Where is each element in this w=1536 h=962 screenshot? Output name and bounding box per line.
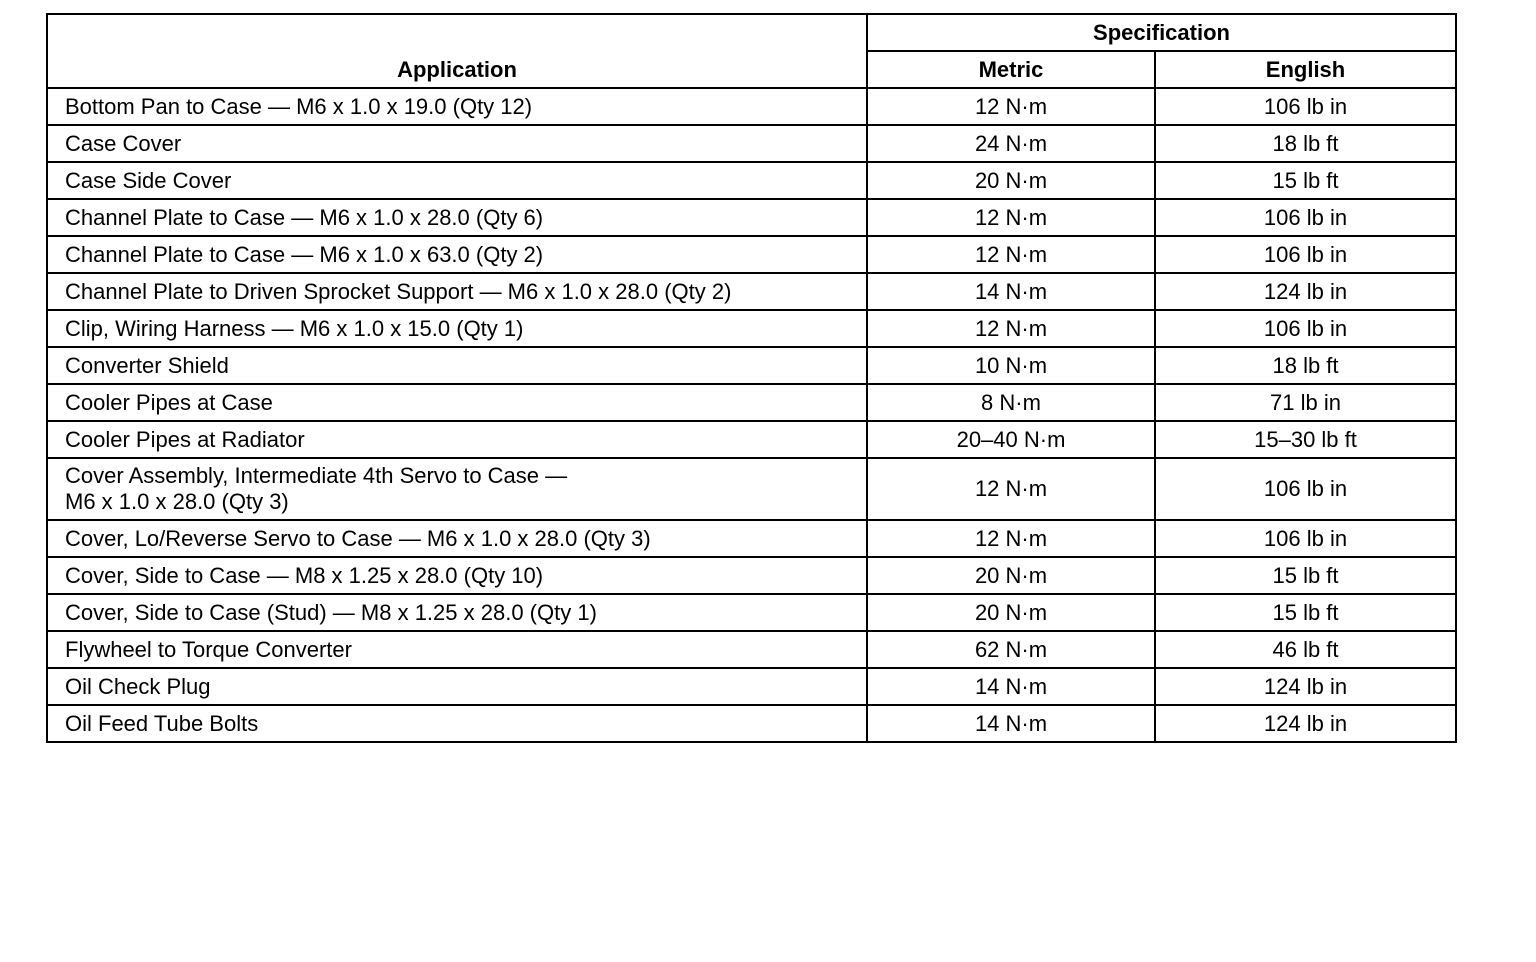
application-cell: Clip, Wiring Harness — M6 x 1.0 x 15.0 (Qty 1) [47, 310, 867, 347]
specification-group-header: Specification [867, 14, 1456, 51]
application-cell: Channel Plate to Driven Sprocket Support — M6 x 1.0 x 28.0 (Qty 2) [47, 273, 867, 310]
english-cell: 106 lb in [1155, 199, 1456, 236]
english-cell: 46 lb ft [1155, 631, 1456, 668]
application-cell: Converter Shield [47, 347, 867, 384]
english-cell: 106 lb in [1155, 88, 1456, 125]
metric-cell: 20–40 N·m [867, 421, 1155, 458]
english-cell: 15 lb ft [1155, 557, 1456, 594]
torque-spec-table [46, 13, 1457, 743]
metric-cell: 20 N·m [867, 557, 1155, 594]
application-cell: Oil Feed Tube Bolts [47, 705, 867, 742]
application-cell: Case Cover [47, 125, 867, 162]
table-row [47, 458, 1456, 520]
table-row [47, 88, 1456, 125]
english-cell: 18 lb ft [1155, 125, 1456, 162]
english-cell: 106 lb in [1155, 458, 1456, 520]
english-cell: 15–30 lb ft [1155, 421, 1456, 458]
metric-cell: 12 N·m [867, 199, 1155, 236]
application-cell: Bottom Pan to Case — M6 x 1.0 x 19.0 (Qty 12) [47, 88, 867, 125]
metric-cell: 10 N·m [867, 347, 1155, 384]
application-cell: Flywheel to Torque Converter [47, 631, 867, 668]
metric-cell: 12 N·m [867, 458, 1155, 520]
application-cell: Case Side Cover [47, 162, 867, 199]
application-line: Cover Assembly, Intermediate 4th Servo to Case — [65, 463, 568, 488]
table-row [47, 310, 1456, 347]
application-cell: Cover, Side to Case (Stud) — M8 x 1.25 x 28.0 (Qty 1) [47, 594, 867, 631]
table-row [47, 557, 1456, 594]
english-cell: 124 lb in [1155, 668, 1456, 705]
metric-cell: 24 N·m [867, 125, 1155, 162]
table-row [47, 594, 1456, 631]
application-cell: Cooler Pipes at Case [47, 384, 867, 421]
application-cell: Channel Plate to Case — M6 x 1.0 x 63.0 (Qty 2) [47, 236, 867, 273]
application-cell: Channel Plate to Case — M6 x 1.0 x 28.0 (Qty 6) [47, 199, 867, 236]
table-row [47, 520, 1456, 557]
application-cell: Cover, Lo/Reverse Servo to Case — M6 x 1.0 x 28.0 (Qty 3) [47, 520, 867, 557]
metric-cell: 62 N·m [867, 631, 1155, 668]
english-cell: 106 lb in [1155, 236, 1456, 273]
metric-column-header: Metric [867, 51, 1155, 88]
english-cell: 15 lb ft [1155, 162, 1456, 199]
english-cell: 15 lb ft [1155, 594, 1456, 631]
metric-cell: 20 N·m [867, 594, 1155, 631]
english-cell: 124 lb in [1155, 705, 1456, 742]
application-column-header: Application [47, 14, 867, 88]
metric-cell: 12 N·m [867, 236, 1155, 273]
table-row [47, 705, 1456, 742]
metric-cell: 14 N·m [867, 668, 1155, 705]
application-cell: Oil Check Plug [47, 668, 867, 705]
english-cell: 71 lb in [1155, 384, 1456, 421]
application-cell: Cooler Pipes at Radiator [47, 421, 867, 458]
table-row [47, 199, 1456, 236]
table-row [47, 668, 1456, 705]
metric-cell: 12 N·m [867, 88, 1155, 125]
metric-cell: 12 N·m [867, 520, 1155, 557]
application-cell [47, 458, 867, 520]
table-header [47, 14, 1456, 88]
metric-cell: 8 N·m [867, 384, 1155, 421]
metric-cell: 20 N·m [867, 162, 1155, 199]
table-row [47, 347, 1456, 384]
metric-cell: 14 N·m [867, 273, 1155, 310]
application-cell: Cover, Side to Case — M8 x 1.25 x 28.0 (Qty 10) [47, 557, 867, 594]
english-cell: 18 lb ft [1155, 347, 1456, 384]
english-column-header: English [1155, 51, 1456, 88]
table-body [47, 88, 1456, 742]
english-cell: 106 lb in [1155, 520, 1456, 557]
english-cell: 124 lb in [1155, 273, 1456, 310]
metric-cell: 12 N·m [867, 310, 1155, 347]
metric-cell: 14 N·m [867, 705, 1155, 742]
table-row [47, 236, 1456, 273]
table-row [47, 273, 1456, 310]
english-cell: 106 lb in [1155, 310, 1456, 347]
table-row [47, 421, 1456, 458]
table-row [47, 125, 1456, 162]
application-line: M6 x 1.0 x 28.0 (Qty 3) [65, 489, 289, 514]
table-row [47, 384, 1456, 421]
table-row [47, 631, 1456, 668]
table-row [47, 162, 1456, 199]
